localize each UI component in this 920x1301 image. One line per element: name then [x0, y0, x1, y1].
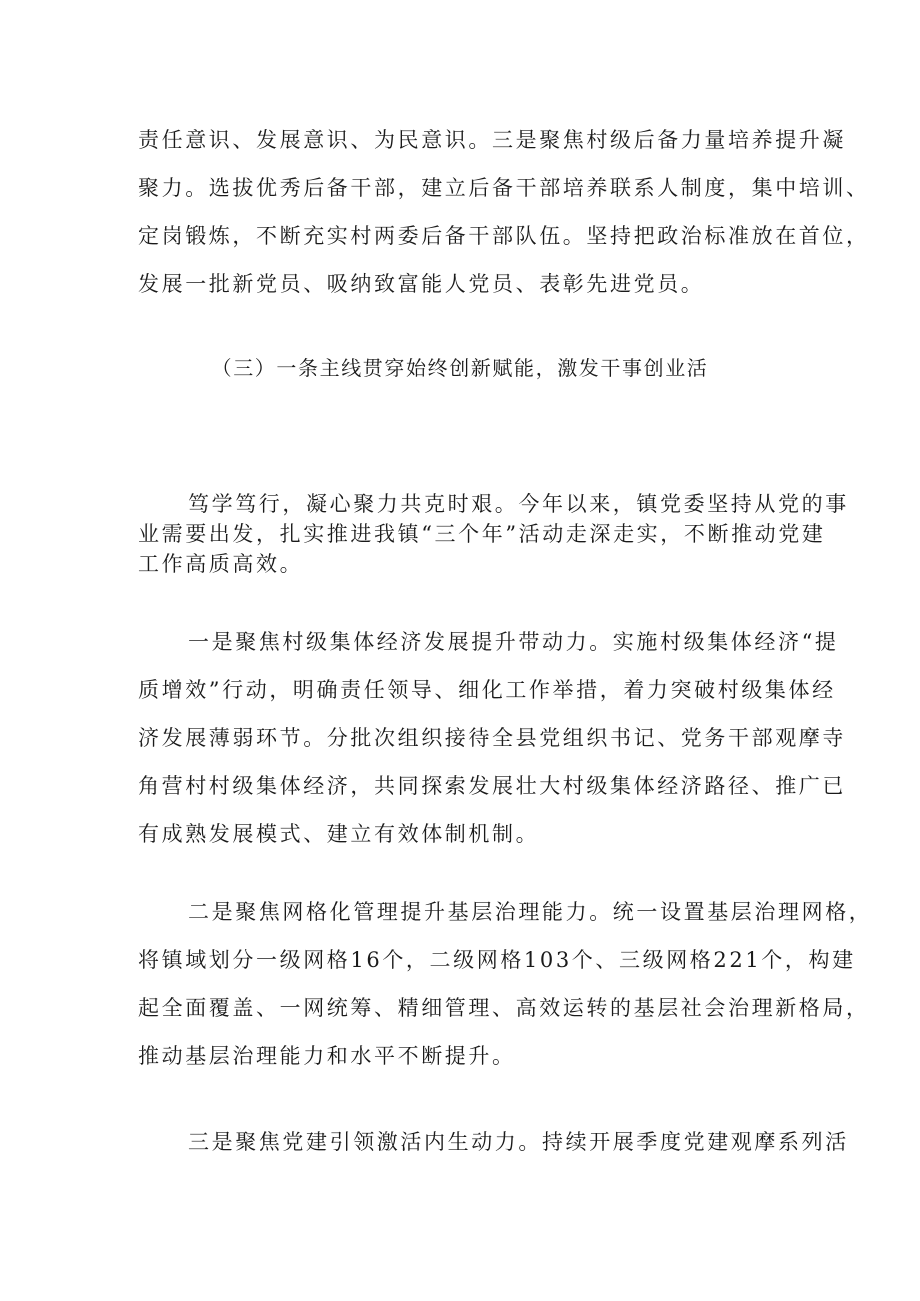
paragraph-3-line-3: 济发展薄弱环节。分批次组织接待全县党组织书记、党务干部观摩寺 — [138, 726, 846, 750]
paragraph-2-line-2: 业需要出发，扎实推进我镇“三个年”活动走深走实，不断推动党建 — [138, 522, 826, 546]
paragraph-1-line-4: 发展一批新党员、吸纳致富能人党员、表彰先进党员。 — [138, 272, 705, 296]
paragraph-1-line-1: 责任意识、发展意识、为民意识。三是聚焦村级后备力量培养提升凝 — [138, 128, 846, 152]
paragraph-3-line-2: 质增效”行动，明确责任领导、细化工作举措，着力突破村级集体经 — [138, 678, 836, 702]
paragraph-4-line-2: 将镇域划分一级网格16个，二级网格103个、三级网格221个，构建 — [138, 948, 856, 972]
paragraph-1-line-2: 聚力。选拔优秀后备干部，建立后备干部培养联系人制度，集中培训、 — [138, 176, 870, 200]
paragraph-3-line-5: 有成熟发展模式、建立有效体制机制。 — [138, 822, 540, 846]
paragraph-3-line-4: 角营村村级集体经济，共同探索发展壮大村级集体经济路径、推广已 — [138, 774, 846, 798]
paragraph-4-line-1: 二是聚焦网格化管理提升基层治理能力。统一设置基层治理网格， — [188, 900, 873, 924]
paragraph-2-line-3: 工作高质高效。 — [138, 552, 304, 576]
paragraph-1-line-3: 定岗锻炼，不断充实村两委后备干部队伍。坚持把政治标准放在首位， — [138, 224, 870, 248]
section-heading: （三）一条主线贯穿始终创新赋能，激发干事创业活 — [211, 356, 709, 380]
paragraph-3-line-1: 一是聚焦村级集体经济发展提升带动力。实施村级集体经济“提 — [188, 630, 839, 654]
paragraph-4-line-4: 推动基层治理能力和水平不断提升。 — [138, 1044, 516, 1068]
paragraph-4-line-3: 起全面覆盖、一网统筹、精细管理、高效运转的基层社会治理新格局， — [138, 996, 870, 1020]
paragraph-5-line-1: 三是聚焦党建引领激活内生动力。持续开展季度党建观摩系列活 — [188, 1130, 849, 1154]
paragraph-2-line-1: 笃学笃行，凝心聚力共克时艰。今年以来，镇党委坚持从党的事 — [188, 492, 849, 516]
